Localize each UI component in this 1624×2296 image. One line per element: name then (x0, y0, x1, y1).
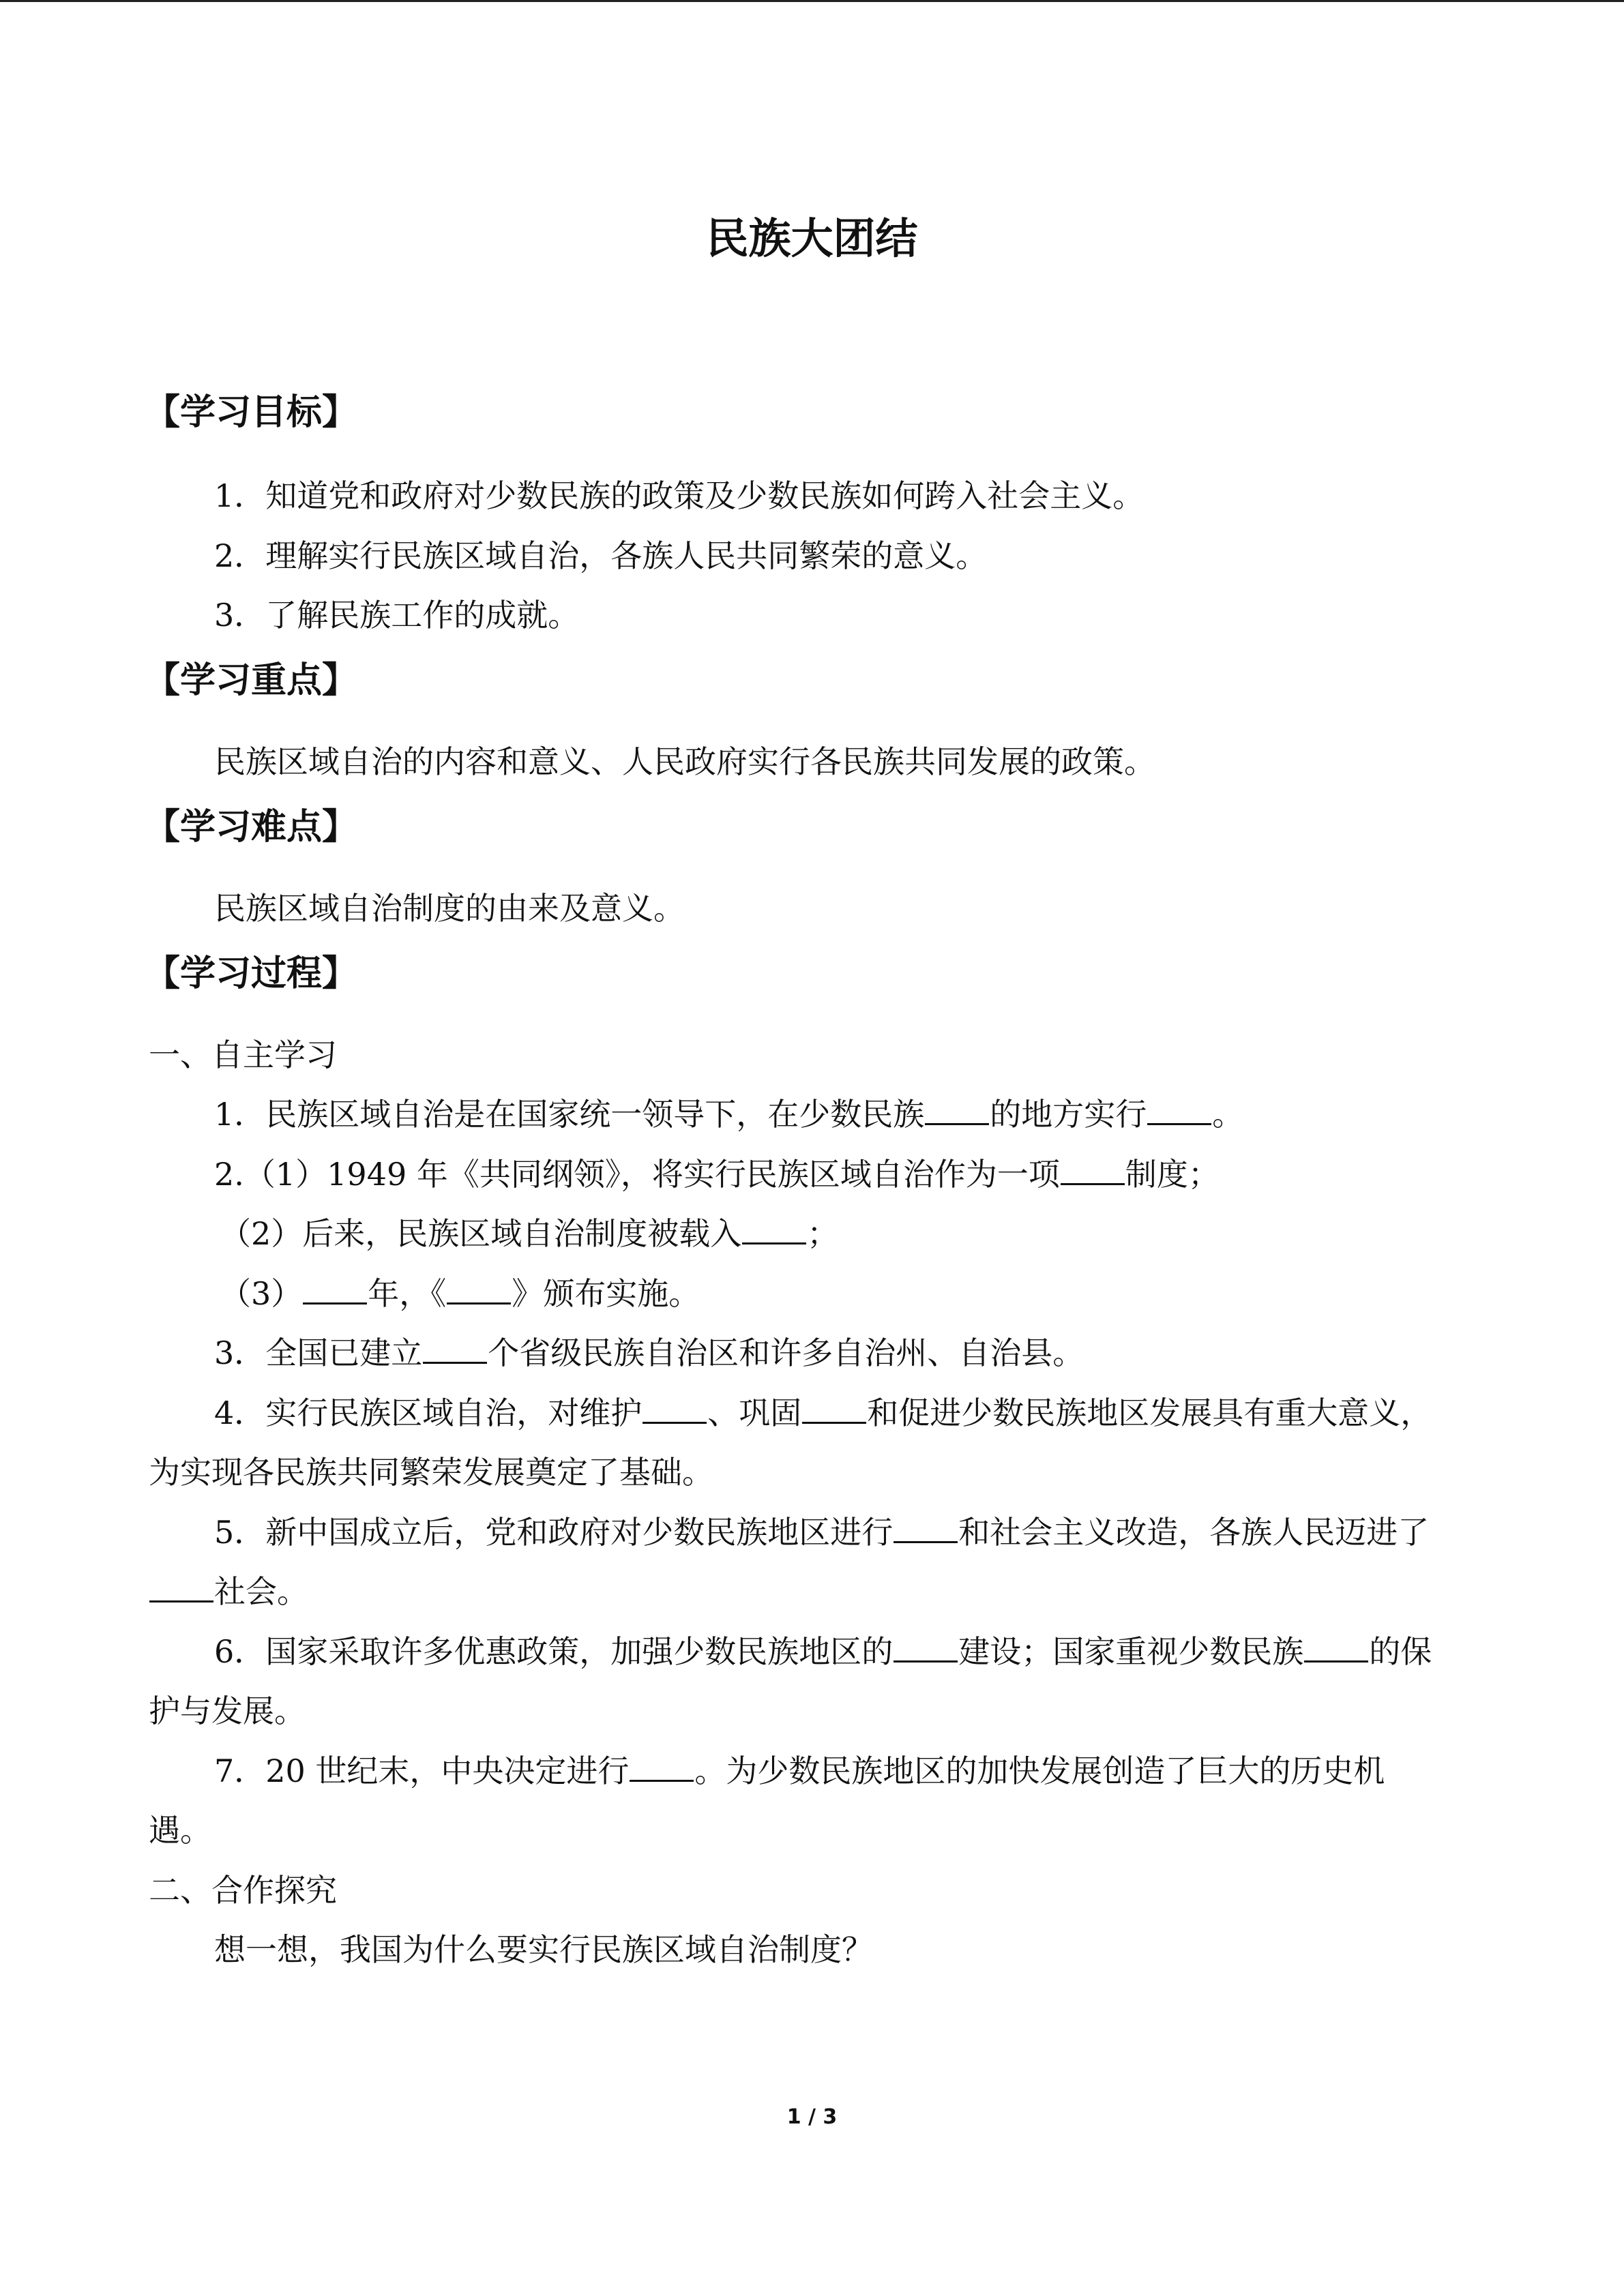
goal-item-3: 3．了解民族工作的成就。 (214, 597, 580, 633)
question-text: 6．国家采取许多优惠政策，加强少数民族地区的 (214, 1633, 894, 1670)
heading-learning-process: 【学习过程】 (145, 953, 358, 994)
question-5 (214, 1512, 1429, 1553)
part1-title: 一、自主学习 (149, 1037, 337, 1073)
question-text: 的地方实行 (990, 1096, 1147, 1133)
question-text: 1．民族区域自治是在国家统一领导下，在少数民族 (214, 1096, 925, 1133)
page-number: 1 / 3 (786, 2105, 838, 2129)
difficulties-text: 民族区域自治制度的由来及意义。 (214, 890, 685, 927)
question-7 (214, 1750, 1385, 1791)
question-text: 和社会主义改造，各族人民迈进了 (958, 1514, 1430, 1551)
question-text: 、巩固 (707, 1395, 802, 1431)
fill-blank[interactable] (1061, 1156, 1125, 1185)
question-text: 的保 (1369, 1633, 1432, 1670)
question-text: 。 (1212, 1096, 1244, 1133)
fill-blank[interactable] (802, 1395, 866, 1424)
goal-item-1: 1．知道党和政府对少数民族的政策及少数民族如何跨入社会主义。 (214, 477, 1145, 514)
question-text: ； (807, 1215, 839, 1252)
question-text: （3） (220, 1275, 303, 1312)
question-3 (214, 1332, 1084, 1373)
fill-blank[interactable] (894, 1633, 958, 1663)
question-2-1 (214, 1154, 1220, 1195)
fill-blank[interactable] (303, 1275, 367, 1304)
fill-blank[interactable] (149, 1573, 213, 1602)
question-6 (214, 1631, 1432, 1672)
part2-title: 二、合作探究 (149, 1872, 337, 1909)
question-text: 7．20 世纪末，中央决定进行 (214, 1753, 630, 1789)
question-4-continued: 为实现各民族共同繁荣发展奠定了基础。 (149, 1454, 713, 1491)
fill-blank[interactable] (447, 1275, 511, 1304)
question-text: 》颁布实施。 (512, 1275, 700, 1312)
fill-blank[interactable] (643, 1395, 707, 1424)
page-title: 民族大团结 (706, 213, 918, 263)
key-points-text: 民族区域自治的内容和意义、人民政府实行各民族共同发展的政策。 (214, 743, 1155, 780)
part2-question: 想一想，我国为什么要实行民族区域自治制度？ (214, 1931, 873, 1968)
heading-key-points: 【学习重点】 (145, 660, 358, 701)
question-1 (214, 1094, 1243, 1135)
goal-item-2: 2．理解实行民族区域自治，各族人民共同繁荣的意义。 (214, 537, 988, 574)
question-text: 4．实行民族区域自治，对维护 (214, 1395, 643, 1431)
question-2-3 (220, 1273, 700, 1314)
question-4 (214, 1392, 1432, 1433)
question-text: 建设；国家重视少数民族 (958, 1633, 1304, 1670)
question-text: 制度； (1125, 1156, 1220, 1193)
question-text: 3．全国已建立 (214, 1335, 423, 1371)
question-6-continued: 护与发展。 (149, 1693, 306, 1729)
heading-difficulties: 【学习难点】 (145, 807, 358, 848)
fill-blank[interactable] (1147, 1096, 1211, 1125)
fill-blank[interactable] (630, 1753, 694, 1782)
question-text: 和促进少数民族地区发展具有重大意义， (867, 1395, 1432, 1431)
question-2-2 (220, 1213, 838, 1254)
question-text: 2.（1）1949 年《共同纲领》，将实行民族区域自治作为一项 (214, 1156, 1060, 1193)
heading-learning-goals: 【学习目标】 (145, 392, 358, 433)
fill-blank[interactable] (742, 1215, 806, 1244)
fill-blank[interactable] (925, 1096, 989, 1125)
fill-blank[interactable] (894, 1514, 958, 1543)
question-text: （2）后来，民族区域自治制度被载入 (220, 1215, 742, 1252)
question-7-continued: 遇。 (149, 1812, 211, 1849)
question-text: 社会。 (214, 1573, 308, 1610)
question-text: 5．新中国成立后，党和政府对少数民族地区进行 (214, 1514, 894, 1551)
question-text: 个省级民族自治区和许多自治州、自治县。 (488, 1335, 1084, 1371)
top-border-line (0, 0, 1624, 2)
fill-blank[interactable] (423, 1335, 487, 1364)
question-5-continued (149, 1571, 308, 1612)
fill-blank[interactable] (1304, 1633, 1368, 1663)
question-text: 。为少数民族地区的加快发展创造了巨大的历史机 (694, 1753, 1385, 1789)
question-text: 年，《 (368, 1275, 447, 1312)
